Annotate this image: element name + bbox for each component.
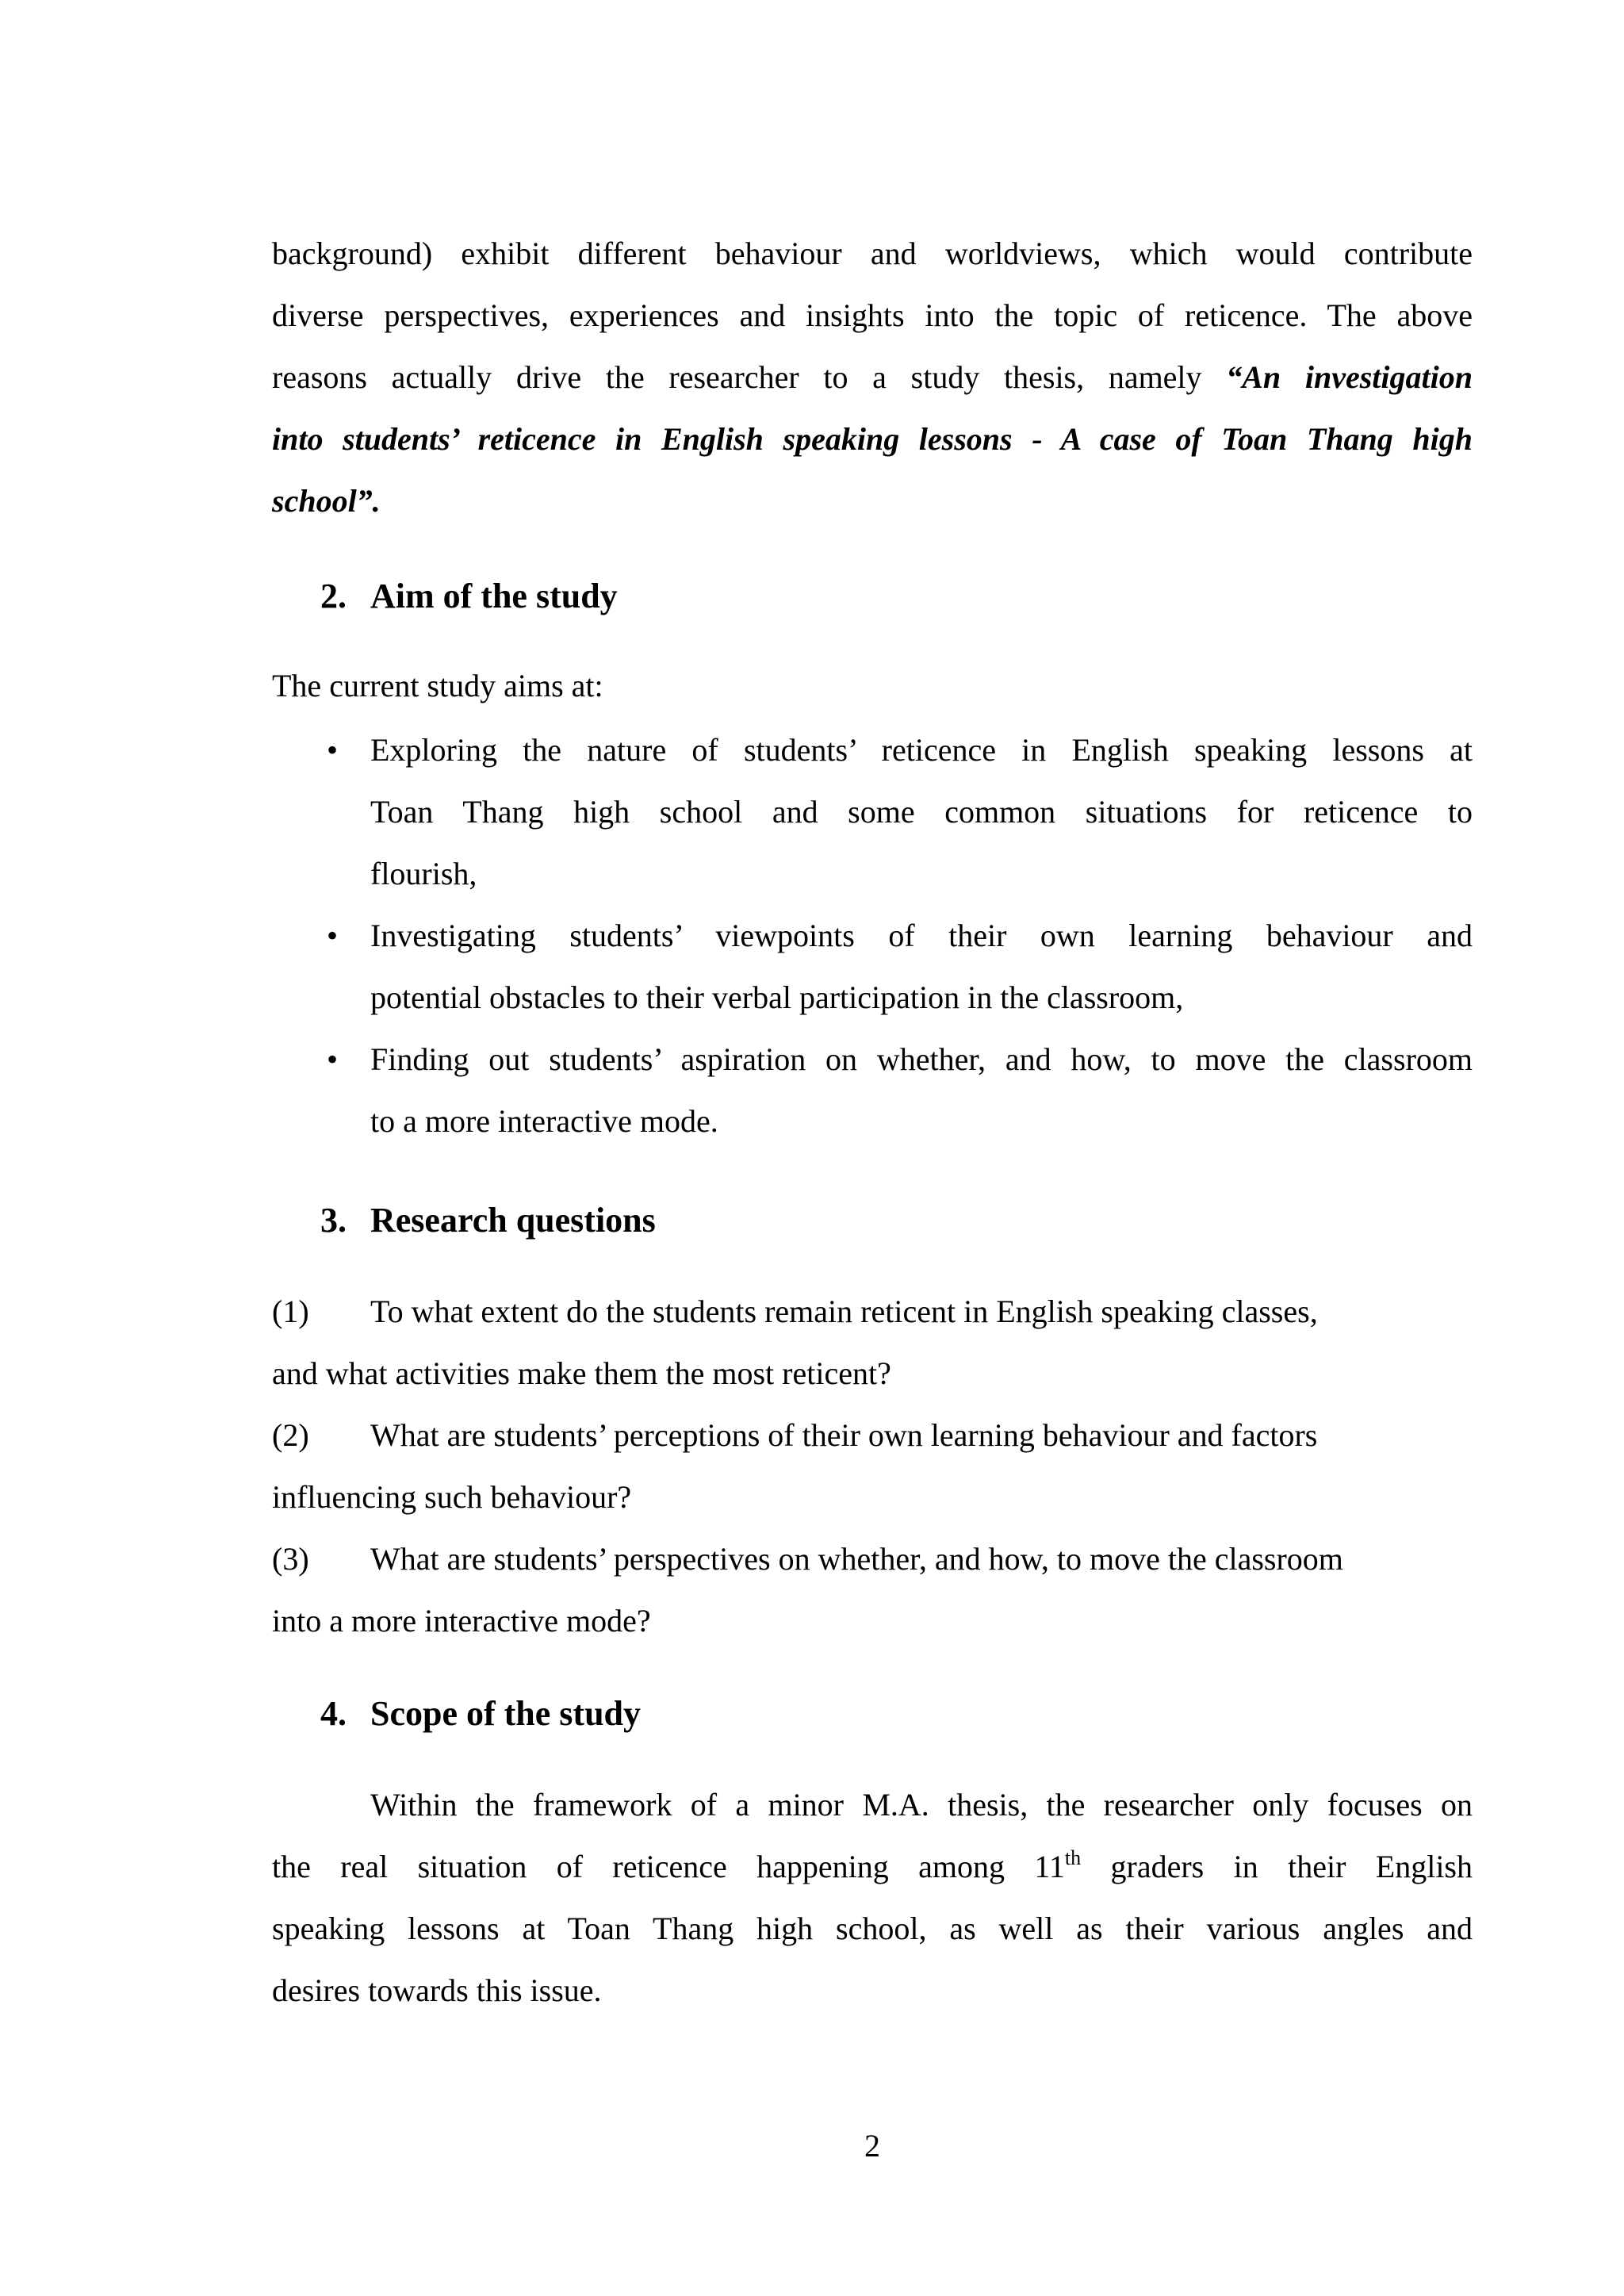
bullet-line: flourish, — [370, 856, 477, 891]
question-first-line — [272, 1405, 1473, 1466]
heading-title: Scope of the study — [370, 1694, 642, 1733]
bullet-item — [272, 1029, 1473, 1152]
emphasized-text: into students’ reticence in English speaking lessons - A case of Toan Thang high — [272, 421, 1473, 457]
text-run: desires towards this issue. — [272, 1972, 602, 2008]
heading-number: 2. — [320, 577, 347, 615]
bullet-line: Finding out students’ aspiration on whether, and how, to move the classroom — [370, 1041, 1473, 1077]
paragraph-line — [272, 347, 1473, 408]
research-question-list — [272, 1281, 1473, 1652]
bullet-item — [272, 719, 1473, 905]
question-label: (1) — [272, 1294, 309, 1329]
bullet-line: Toan Thang high school and some common situations for reticence to — [370, 794, 1473, 830]
emphasized-text: “An investigation — [1226, 359, 1473, 395]
superscript: th — [1064, 1846, 1082, 1869]
question-text-line: into a more interactive mode? — [272, 1603, 651, 1639]
page-number: 2 — [864, 2128, 880, 2164]
bullet-line: Investigating students’ viewpoints of their own learning behaviour and — [370, 918, 1473, 953]
text-run: diverse perspectives, experiences and insights into the topic of reticence. The above — [272, 297, 1473, 333]
lead-text: The current study aims at: — [272, 668, 603, 703]
bullet-list — [272, 719, 1473, 1152]
question-text-line: and what activities make them the most reticent? — [272, 1355, 891, 1391]
paragraph-line — [272, 470, 1473, 532]
text-run: speaking lessons at Toan Thang high school, as well as their various angles and — [272, 1911, 1473, 1946]
paragraph-line — [272, 1898, 1473, 1960]
heading-title: Research questions — [370, 1201, 656, 1240]
bullet-line: to a more interactive mode. — [370, 1103, 718, 1139]
bullet-line: potential obstacles to their verbal participation in the classroom, — [370, 979, 1184, 1015]
paragraph-line — [272, 1836, 1473, 1898]
question-text: What are students’ perceptions of their own learning behaviour and factors — [370, 1417, 1318, 1453]
section-heading-scope — [272, 1683, 1473, 1745]
question-text-line: influencing such behaviour? — [272, 1479, 632, 1515]
question-text: To what extent do the students remain reticent in English speaking classes, — [370, 1294, 1318, 1329]
heading-title: Aim of the study — [370, 577, 618, 615]
text-run: graders in their English — [1081, 1849, 1473, 1884]
text-run: the real situation of reticence happening among 11 — [272, 1849, 1065, 1884]
paragraph-line — [272, 1960, 1473, 2022]
question-text: What are students’ perspectives on whether, and how, to move the classroom — [370, 1541, 1343, 1577]
text-run: background) exhibit different behaviour and worldviews, which would contribute — [272, 236, 1473, 271]
heading-number: 3. — [320, 1201, 347, 1240]
bullet-icon: • — [327, 732, 339, 768]
question-label: (3) — [272, 1541, 309, 1577]
bullet-icon: • — [327, 1041, 339, 1077]
page-content — [272, 223, 1473, 2022]
section-heading-aim — [272, 565, 1473, 627]
emphasized-text: school”. — [272, 483, 381, 519]
bullet-item — [272, 905, 1473, 1029]
research-question-item — [272, 1281, 1473, 1405]
bullet-icon: • — [327, 918, 339, 953]
paragraph-line — [272, 223, 1473, 285]
scope-paragraph — [272, 1774, 1473, 2022]
research-question-item — [272, 1528, 1473, 1652]
paragraph-line — [272, 408, 1473, 470]
question-label: (2) — [272, 1417, 309, 1453]
text-run: Within the framework of a minor M.A. thesis, the researcher only focuses on — [370, 1787, 1473, 1823]
paragraph-line — [272, 285, 1473, 347]
heading-number: 4. — [320, 1694, 347, 1733]
bullet-line: Exploring the nature of students’ reticence in English speaking lessons at — [370, 732, 1473, 768]
question-first-line — [272, 1528, 1473, 1590]
intro-paragraph — [272, 223, 1473, 532]
section-heading-research-questions — [272, 1190, 1473, 1251]
research-question-item — [272, 1405, 1473, 1528]
text-run: reasons actually drive the researcher to a study thesis, namely — [272, 359, 1227, 395]
paragraph-line — [272, 1774, 1473, 1836]
question-first-line — [272, 1281, 1473, 1343]
